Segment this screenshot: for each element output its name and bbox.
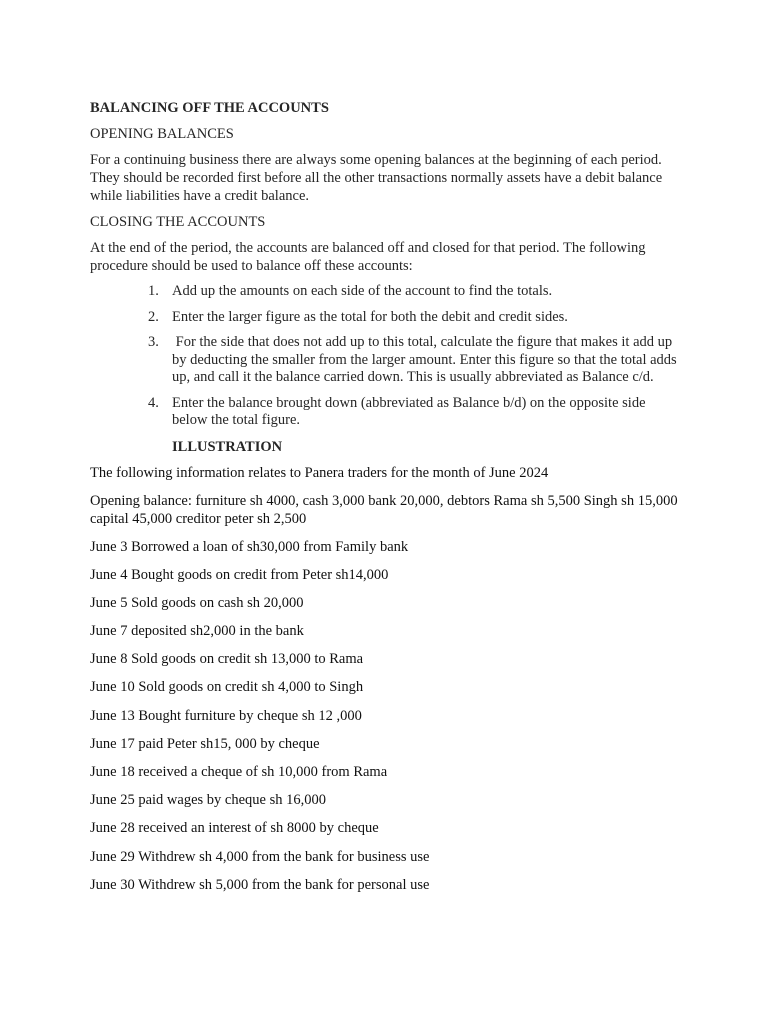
step-number: 2. (148, 308, 159, 325)
transaction-line: June 8 Sold goods on credit sh 13,000 to Rama (90, 651, 364, 668)
illustration-heading: ILLUSTRATION (172, 438, 283, 455)
procedure-step (90, 283, 680, 301)
opening-balance-line: Opening balance: furniture sh 4000, cash 3,000 bank 20,000, debtors Rama sh 5,500 Singh sh 15,000 capital 45,000 creditor peter sh 2,500 (90, 492, 678, 527)
transaction-line: June 29 Withdrew sh 4,000 from the bank for business use (90, 848, 430, 865)
transaction-line: June 7 deposited sh2,000 in the bank (90, 623, 304, 640)
procedure-list (90, 283, 680, 430)
illustration-intro: The following information relates to Panera traders for the month of June 2024 (90, 464, 549, 481)
opening-balances-text: For a continuing business there are always some opening balances at the beginning of each period. They should be recorded first before all the other transactions normally assets have a debit balance while liabilities have a credit balance. (90, 152, 663, 204)
step-text: Enter the balance brought down (abbreviated as Balance b/d) on the opposite side below the total figure. (172, 394, 646, 428)
transaction-line: June 30 Withdrew sh 5,000 from the bank for personal use (90, 876, 430, 893)
transaction-line: June 4 Bought goods on credit from Peter sh14,000 (90, 566, 389, 583)
transaction-line: June 18 received a cheque of sh 10,000 from Rama (90, 764, 388, 780)
transaction-line: June 3 Borrowed a loan of sh30,000 from Family bank (90, 538, 409, 555)
closing-accounts-heading: CLOSING THE ACCOUNTS (90, 214, 266, 230)
transaction-line: June 25 paid wages by cheque sh 16,000 (90, 792, 326, 809)
transaction-line: June 17 paid Peter sh15, 000 by cheque (90, 735, 320, 752)
opening-balances-heading: OPENING BALANCES (90, 126, 234, 142)
transaction-line: June 28 received an interest of sh 8000 by cheque (90, 820, 379, 837)
transaction-line: June 10 Sold goods on credit sh 4,000 to Singh (90, 679, 364, 696)
step-number: 3. (148, 334, 159, 350)
closing-accounts-text: At the end of the period, the accounts are balanced off and closed for that period. The following procedure should be used to balance off these accounts: (90, 240, 646, 274)
procedure-step (90, 309, 680, 327)
step-text: Add up the amounts on each side of the account to find the totals. (172, 283, 553, 299)
transaction-line: June 5 Sold goods on cash sh 20,000 (90, 594, 304, 611)
step-text: Enter the larger figure as the total for both the debit and credit sides. (172, 308, 568, 325)
document-title: BALANCING OFF THE ACCOUNTS (90, 100, 329, 116)
step-number: 4. (148, 394, 159, 411)
transaction-list (90, 538, 680, 894)
document-page (90, 99, 680, 904)
step-text: For the side that does not add up to this total, calculate the figure that makes it add up by deducting the smaller from the larger amount. Enter this figure so that the total adds up, and call it the balance carried down. This is usually abbreviated as Balance c/d. (172, 334, 681, 385)
step-number: 1. (148, 283, 159, 299)
transaction-line: June 13 Bought furniture by cheque sh 12 ,000 (90, 707, 362, 724)
procedure-step (90, 395, 680, 430)
procedure-step (90, 334, 680, 387)
